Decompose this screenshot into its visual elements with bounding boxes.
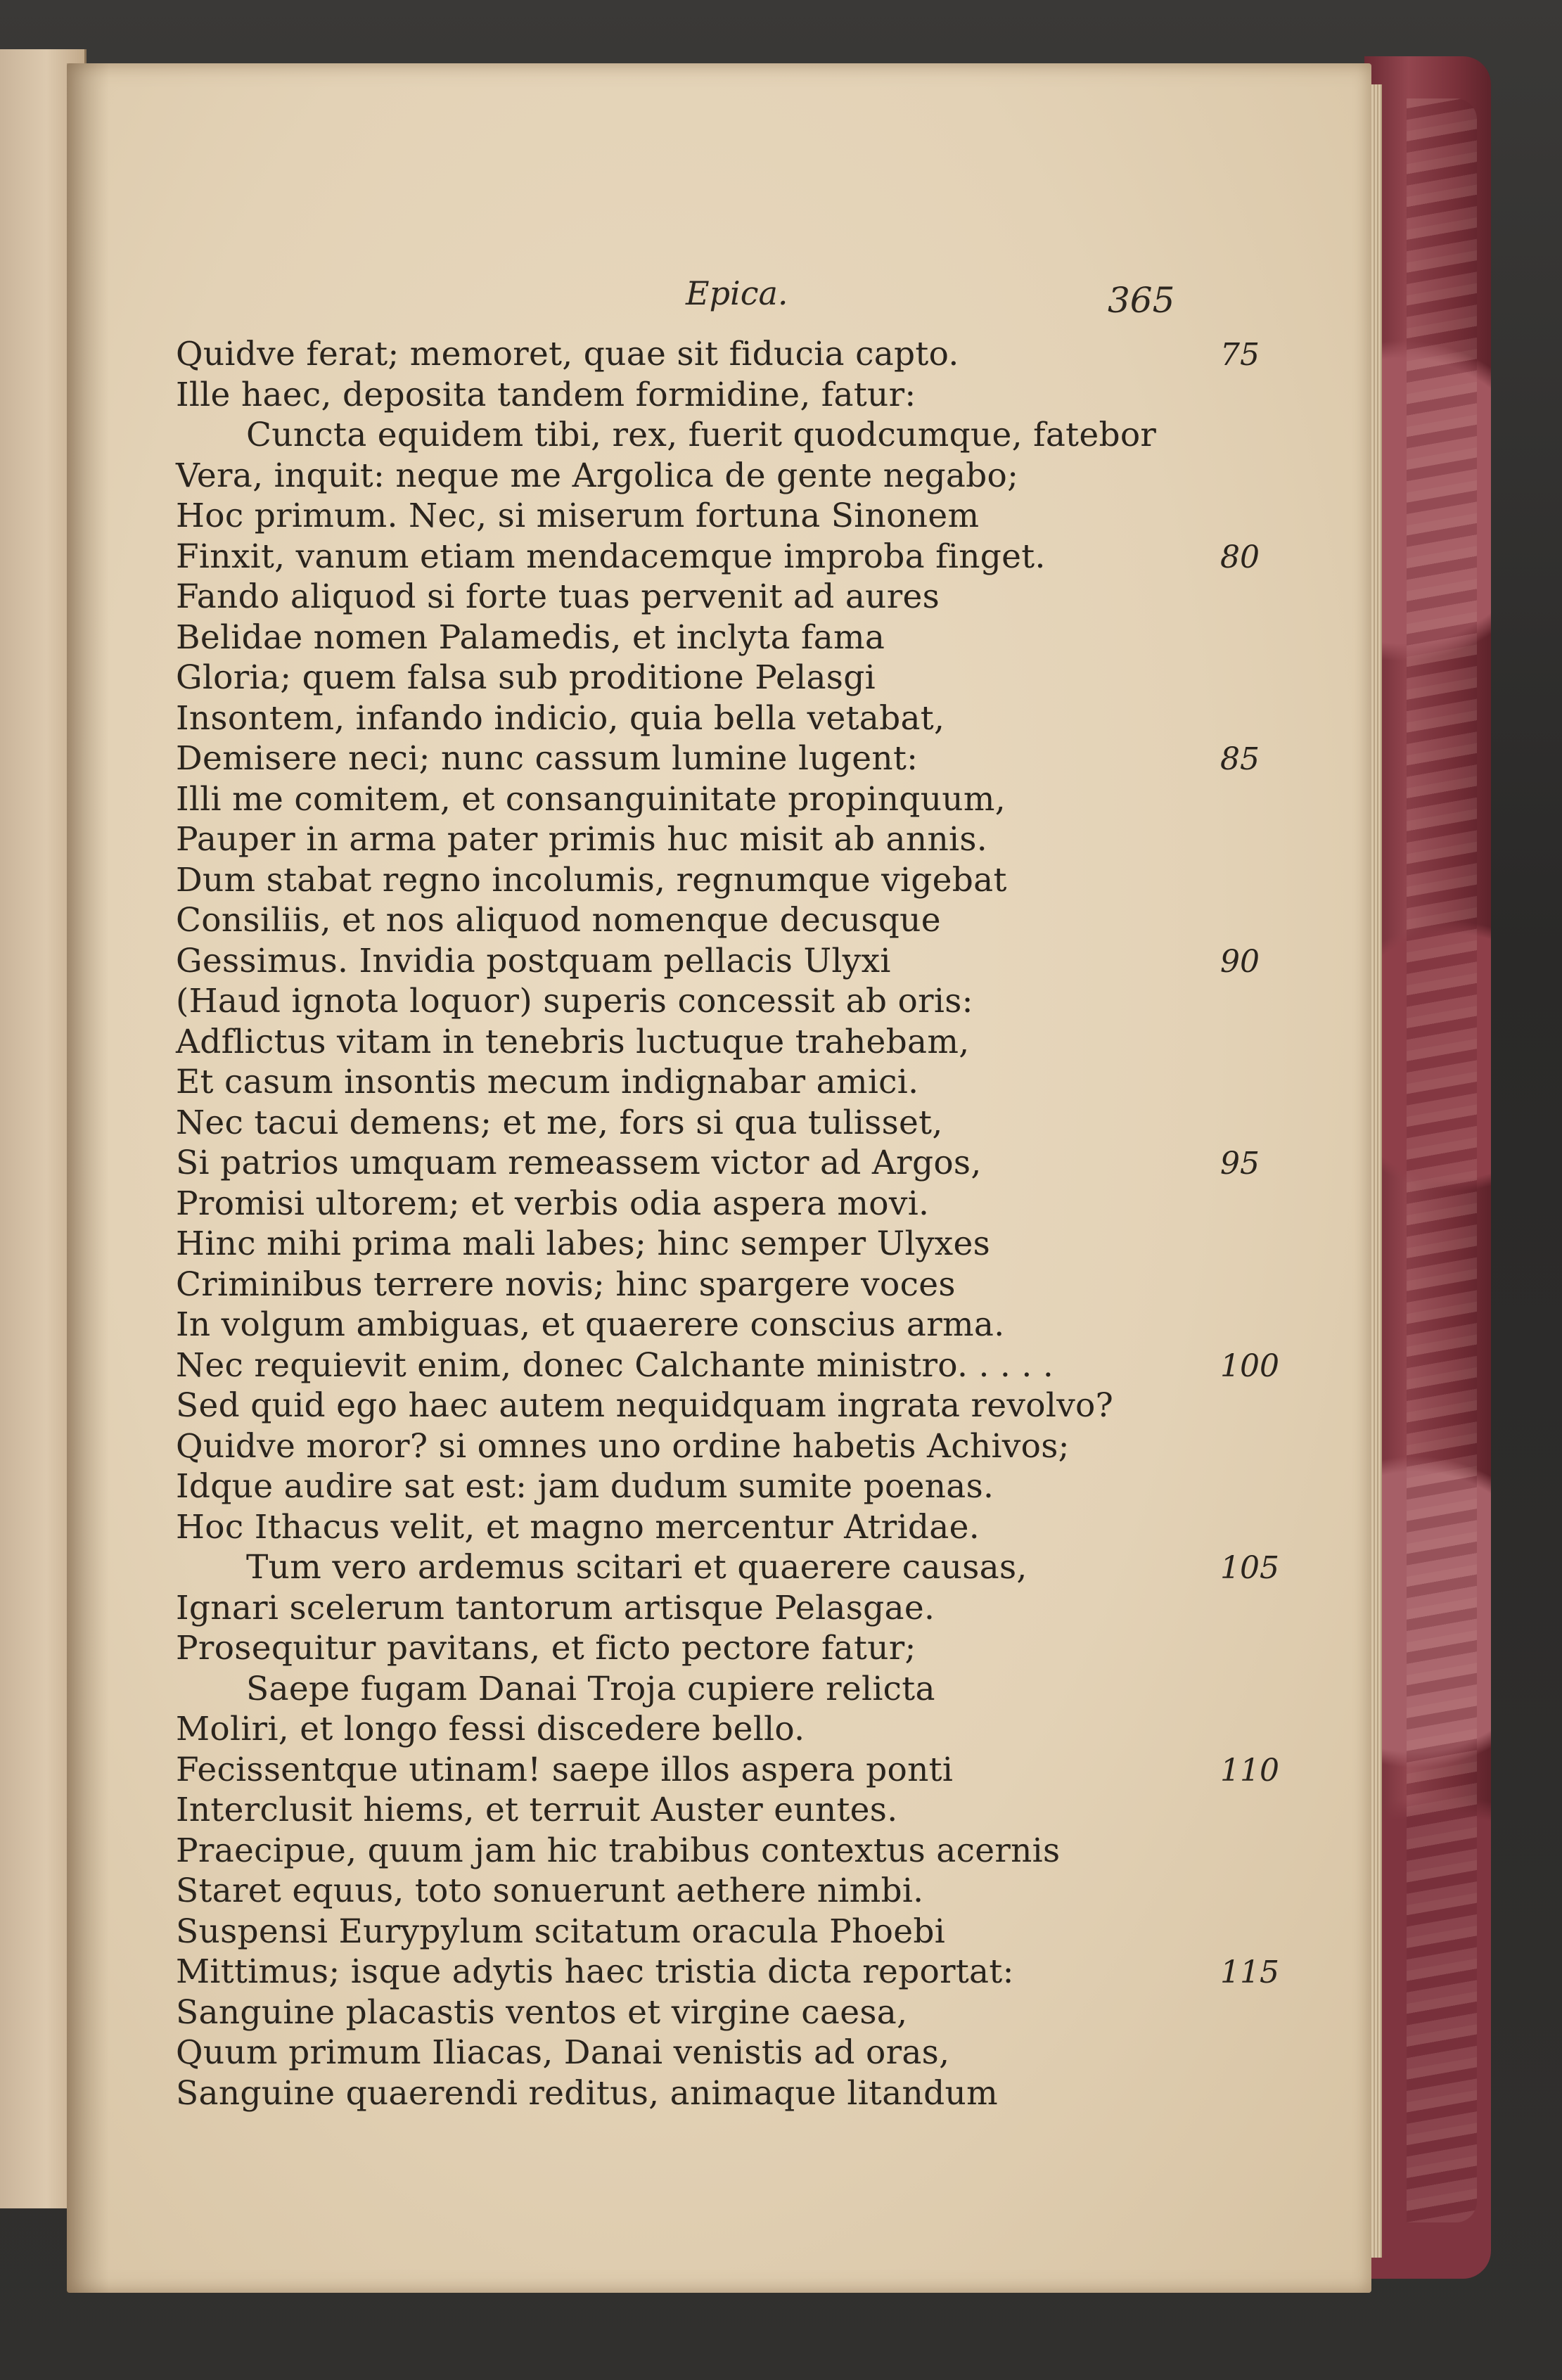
verse-line: Nec requievit enim, donec Calchante ministro. . . . . — [176, 1345, 1054, 1385]
verse-line: Praecipue, quum jam hic trabibus contextus acernis — [176, 1831, 1061, 1870]
page-number: 365 — [1108, 280, 1175, 321]
verse-line: Prosequitur pavitans, et ficto pectore fatur; — [176, 1629, 916, 1668]
line-number: 90 — [1220, 943, 1260, 980]
verse-line: Belidae nomen Palamedis, et inclyta fama — [176, 618, 885, 657]
verse-line: Pauper in arma pater primis huc misit ab annis. — [176, 820, 988, 859]
verse-line: Promisi ultorem; et verbis odia aspera movi. — [176, 1184, 930, 1223]
verse-line: Insontem, infando indicio, quia bella vetabat, — [176, 698, 945, 738]
line-number: 75 — [1220, 337, 1260, 373]
verse-line: Consiliis, et nos aliquod nomenque decusque — [176, 901, 941, 940]
verse-line: Ille haec, deposita tandem formidine, fatur: — [176, 375, 916, 414]
verse-line: Idque audire sat est: jam dudum sumite poenas. — [176, 1467, 994, 1506]
verse-line: Illi me comitem, et consanguinitate propinquum, — [176, 779, 1006, 819]
verse-line: Criminibus terrere novis; hinc spargere voces — [176, 1265, 956, 1304]
verse-line: Saepe fugam Danai Troja cupiere relicta — [246, 1669, 935, 1708]
verse-line: Sanguine quaerendi reditus, animaque litandum — [176, 2073, 998, 2113]
verse-line: Si patrios umquam remeassem victor ad Argos, — [176, 1144, 982, 1182]
verse-line: Demisere neci; nunc cassum lumine lugent: — [176, 739, 918, 778]
cover-marbling — [1407, 98, 1477, 2222]
verse-line: Et casum insontis mecum indignabar amici. — [176, 1063, 919, 1101]
page-header — [67, 274, 1371, 331]
verse-line: Ignari scelerum tantorum artisque Pelasgae. — [176, 1588, 935, 1627]
verse-line: Quidve moror? si omnes uno ordine habetis Achivos; — [176, 1426, 1070, 1466]
verse-line: Quidve ferat; memoret, quae sit fiducia capto. — [176, 335, 959, 373]
book-page — [67, 63, 1371, 2293]
verse-line: Hoc primum. Nec, si miserum fortuna Sinonem — [176, 497, 980, 535]
verse-line: Hoc Ithacus velit, et magno mercentur Atridae. — [176, 1507, 980, 1547]
running-head: Epica. — [686, 274, 788, 312]
verse-line: Fando aliquod si forte tuas pervenit ad aures — [176, 577, 940, 616]
verse-line: Cuncta equidem tibi, rex, fuerit quodcumque, fatebor — [246, 416, 1157, 454]
verse-line: Suspensi Eurypylum scitatum oracula Phoebi — [176, 1912, 946, 1951]
verse-line: Sed quid ego haec autem nequidquam ingrata revolvo? — [176, 1386, 1114, 1425]
verse-line: Interclusit hiems, et terruit Auster euntes. — [176, 1791, 898, 1829]
verse-line: Moliri, et longo fessi discedere bello. — [176, 1710, 805, 1748]
verse-line: Fecissentque utinam! saepe illos aspera ponti — [176, 1750, 954, 1789]
line-number: 110 — [1220, 1752, 1279, 1789]
verse-line: (Haud ignota loquor) superis concessit ab oris: — [176, 982, 973, 1021]
verse-line: Hinc mihi prima mali labes; hinc semper Ulyxes — [176, 1224, 991, 1263]
line-number: 115 — [1220, 1954, 1279, 1990]
verse-line: Gloria; quem falsa sub proditione Pelasgi — [176, 658, 876, 697]
verse-line: Finxit, vanum etiam mendacemque improba finget. — [176, 537, 1046, 576]
verse-line: Tum vero ardemus scitari et quaerere causas, — [246, 1548, 1028, 1587]
verse-line: Dum stabat regno incolumis, regnumque vigebat — [176, 860, 1007, 900]
verse-line: Staret equus, toto sonuerunt aethere nimbi. — [176, 1872, 924, 1910]
verse-line: Vera, inquit: neque me Argolica de gente negabo; — [176, 456, 1019, 495]
spine-shadow — [67, 63, 109, 2293]
verse-line: Gessimus. Invidia postquam pellacis Ulyxi — [176, 941, 891, 980]
line-number: 100 — [1220, 1348, 1279, 1384]
line-number: 95 — [1220, 1146, 1260, 1182]
verse-line: Mittimus; isque adytis haec tristia dicta reportat: — [176, 1952, 1014, 1991]
verse-line: Adflictus vitam in tenebris luctuque trahebam, — [176, 1022, 970, 1061]
verse-list — [176, 334, 1231, 2113]
verse-line: Quum primum Iliacas, Danai venistis ad oras, — [176, 2033, 950, 2072]
verse-line: Sanguine placastis ventos et virgine caesa, — [176, 1992, 908, 2032]
line-number: 80 — [1220, 539, 1260, 575]
verse-line: Nec tacui demens; et me, fors si qua tulisset, — [176, 1103, 943, 1142]
line-number: 85 — [1220, 741, 1260, 777]
line-number: 105 — [1220, 1550, 1279, 1586]
verse-line: In volgum ambiguas, et quaerere conscius arma. — [176, 1305, 1005, 1344]
